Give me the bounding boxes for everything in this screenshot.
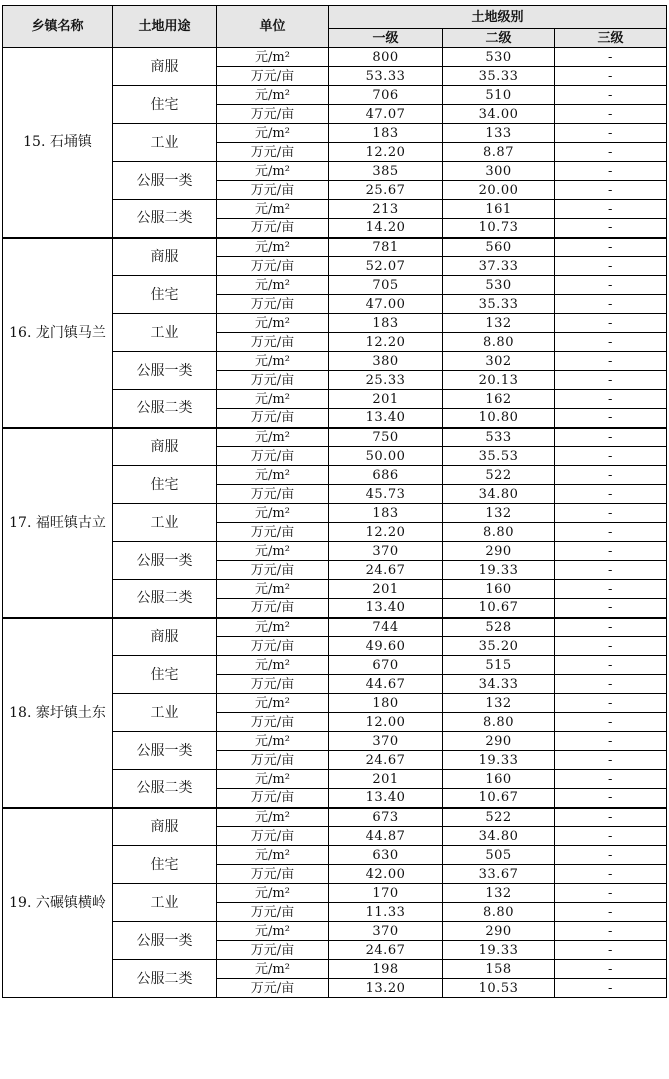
grade-1-value: 380 — [329, 352, 443, 371]
grade-1-value: 12.20 — [329, 523, 443, 542]
grade-1-value: 744 — [329, 618, 443, 637]
grade-2-value: 132 — [443, 314, 555, 333]
unit-cell: 万元/亩 — [217, 143, 329, 162]
grade-2-value: 132 — [443, 694, 555, 713]
grade-2-value: 10.67 — [443, 599, 555, 618]
grade-3-value: - — [555, 409, 667, 428]
table-body — [3, 48, 667, 998]
land-use: 工业 — [113, 504, 217, 542]
grade-3-value: - — [555, 675, 667, 694]
grade-2-value: 35.53 — [443, 447, 555, 466]
unit-cell: 元/m² — [217, 48, 329, 67]
grade-2-value: 510 — [443, 86, 555, 105]
land-use: 公服二类 — [113, 580, 217, 618]
grade-1-value: 42.00 — [329, 865, 443, 884]
grade-2-value: 560 — [443, 238, 555, 257]
grade-2-value: 35.33 — [443, 67, 555, 86]
grade-2-value: 528 — [443, 618, 555, 637]
grade-1-value: 53.33 — [329, 67, 443, 86]
unit-cell: 元/m² — [217, 542, 329, 561]
grade-1-value: 24.67 — [329, 941, 443, 960]
unit-cell: 元/m² — [217, 770, 329, 789]
grade-3-value: - — [555, 181, 667, 200]
grade-1-value: 705 — [329, 276, 443, 295]
grade-3-value: - — [555, 903, 667, 922]
town-name: 16. 龙门镇马兰 — [3, 238, 113, 428]
grade-2-value: 19.33 — [443, 561, 555, 580]
grade-3-value: - — [555, 162, 667, 181]
grade-3-value: - — [555, 124, 667, 143]
grade-3-value: - — [555, 542, 667, 561]
grade-3-value: - — [555, 694, 667, 713]
land-use: 商服 — [113, 238, 217, 276]
grade-3-value: - — [555, 48, 667, 67]
header-grade-2: 二级 — [443, 29, 555, 48]
grade-3-value: - — [555, 523, 667, 542]
unit-cell: 万元/亩 — [217, 713, 329, 732]
unit-cell: 万元/亩 — [217, 675, 329, 694]
grade-1-value: 180 — [329, 694, 443, 713]
grade-1-value: 25.67 — [329, 181, 443, 200]
grade-1-value: 50.00 — [329, 447, 443, 466]
grade-3-value: - — [555, 352, 667, 371]
unit-cell: 万元/亩 — [217, 599, 329, 618]
header-unit: 单位 — [217, 6, 329, 48]
grade-1-value: 213 — [329, 200, 443, 219]
grade-1-value: 170 — [329, 884, 443, 903]
grade-3-value: - — [555, 979, 667, 998]
grade-3-value: - — [555, 960, 667, 979]
grade-1-value: 370 — [329, 922, 443, 941]
grade-2-value: 533 — [443, 428, 555, 447]
land-use: 公服一类 — [113, 542, 217, 580]
grade-3-value: - — [555, 618, 667, 637]
grade-1-value: 385 — [329, 162, 443, 181]
land-price-table-container — [2, 5, 667, 998]
grade-3-value: - — [555, 922, 667, 941]
grade-1-value: 198 — [329, 960, 443, 979]
land-use: 公服一类 — [113, 162, 217, 200]
grade-2-value: 302 — [443, 352, 555, 371]
grade-1-value: 781 — [329, 238, 443, 257]
land-use: 工业 — [113, 314, 217, 352]
grade-3-value: - — [555, 447, 667, 466]
grade-2-value: 290 — [443, 732, 555, 751]
unit-cell: 元/m² — [217, 276, 329, 295]
grade-3-value: - — [555, 846, 667, 865]
grade-2-value: 8.87 — [443, 143, 555, 162]
grade-2-value: 290 — [443, 542, 555, 561]
grade-2-value: 530 — [443, 276, 555, 295]
grade-1-value: 13.20 — [329, 979, 443, 998]
unit-cell: 元/m² — [217, 238, 329, 257]
grade-1-value: 750 — [329, 428, 443, 447]
grade-1-value: 670 — [329, 656, 443, 675]
grade-2-value: 8.80 — [443, 713, 555, 732]
unit-cell: 元/m² — [217, 884, 329, 903]
unit-cell: 万元/亩 — [217, 447, 329, 466]
grade-1-value: 25.33 — [329, 371, 443, 390]
grade-2-value: 132 — [443, 884, 555, 903]
grade-2-value: 8.80 — [443, 903, 555, 922]
unit-cell: 万元/亩 — [217, 371, 329, 390]
unit-cell: 元/m² — [217, 162, 329, 181]
grade-3-value: - — [555, 637, 667, 656]
grade-3-value: - — [555, 143, 667, 162]
grade-3-value: - — [555, 561, 667, 580]
grade-2-value: 35.33 — [443, 295, 555, 314]
grade-3-value: - — [555, 827, 667, 846]
grade-3-value: - — [555, 751, 667, 770]
land-use: 公服二类 — [113, 200, 217, 238]
grade-2-value: 132 — [443, 504, 555, 523]
land-use: 公服一类 — [113, 922, 217, 960]
grade-1-value: 14.20 — [329, 219, 443, 238]
grade-3-value: - — [555, 276, 667, 295]
unit-cell: 元/m² — [217, 86, 329, 105]
grade-2-value: 20.13 — [443, 371, 555, 390]
unit-cell: 万元/亩 — [217, 219, 329, 238]
unit-cell: 万元/亩 — [217, 827, 329, 846]
grade-1-value: 49.60 — [329, 637, 443, 656]
grade-2-value: 8.80 — [443, 523, 555, 542]
unit-cell: 万元/亩 — [217, 789, 329, 808]
unit-cell: 元/m² — [217, 428, 329, 447]
header-grade-1: 一级 — [329, 29, 443, 48]
grade-1-value: 183 — [329, 504, 443, 523]
grade-3-value: - — [555, 257, 667, 276]
grade-1-value: 183 — [329, 124, 443, 143]
grade-3-value: - — [555, 200, 667, 219]
grade-3-value: - — [555, 67, 667, 86]
table-row — [3, 48, 667, 67]
town-name: 19. 六碾镇横岭 — [3, 808, 113, 998]
grade-3-value: - — [555, 485, 667, 504]
grade-2-value: 530 — [443, 48, 555, 67]
grade-1-value: 673 — [329, 808, 443, 827]
table-row — [3, 618, 667, 637]
grade-1-value: 800 — [329, 48, 443, 67]
grade-3-value: - — [555, 789, 667, 808]
town-name: 15. 石埇镇 — [3, 48, 113, 238]
grade-3-value: - — [555, 314, 667, 333]
unit-cell: 元/m² — [217, 846, 329, 865]
grade-3-value: - — [555, 371, 667, 390]
land-use: 住宅 — [113, 276, 217, 314]
grade-2-value: 161 — [443, 200, 555, 219]
unit-cell: 元/m² — [217, 656, 329, 675]
grade-2-value: 160 — [443, 580, 555, 599]
unit-cell: 万元/亩 — [217, 409, 329, 428]
unit-cell: 元/m² — [217, 732, 329, 751]
grade-1-value: 686 — [329, 466, 443, 485]
grade-3-value: - — [555, 105, 667, 124]
grade-3-value: - — [555, 238, 667, 257]
grade-2-value: 10.53 — [443, 979, 555, 998]
grade-2-value: 10.73 — [443, 219, 555, 238]
unit-cell: 元/m² — [217, 694, 329, 713]
grade-2-value: 37.33 — [443, 257, 555, 276]
unit-cell: 万元/亩 — [217, 523, 329, 542]
grade-2-value: 34.80 — [443, 827, 555, 846]
unit-cell: 元/m² — [217, 808, 329, 827]
unit-cell: 元/m² — [217, 504, 329, 523]
grade-2-value: 34.00 — [443, 105, 555, 124]
unit-cell: 元/m² — [217, 314, 329, 333]
header-town: 乡镇名称 — [3, 6, 113, 48]
grade-2-value: 35.20 — [443, 637, 555, 656]
grade-3-value: - — [555, 504, 667, 523]
grade-1-value: 24.67 — [329, 751, 443, 770]
grade-3-value: - — [555, 713, 667, 732]
grade-2-value: 34.33 — [443, 675, 555, 694]
unit-cell: 万元/亩 — [217, 561, 329, 580]
header-land-use: 土地用途 — [113, 6, 217, 48]
unit-cell: 万元/亩 — [217, 865, 329, 884]
grade-2-value: 162 — [443, 390, 555, 409]
unit-cell: 万元/亩 — [217, 333, 329, 352]
land-use: 住宅 — [113, 466, 217, 504]
land-use: 住宅 — [113, 656, 217, 694]
unit-cell: 元/m² — [217, 618, 329, 637]
unit-cell: 元/m² — [217, 200, 329, 219]
land-use: 商服 — [113, 808, 217, 846]
grade-2-value: 290 — [443, 922, 555, 941]
land-use: 工业 — [113, 124, 217, 162]
grade-2-value: 300 — [443, 162, 555, 181]
unit-cell: 元/m² — [217, 352, 329, 371]
grade-1-value: 13.40 — [329, 789, 443, 808]
header-grade-3: 三级 — [555, 29, 667, 48]
grade-3-value: - — [555, 580, 667, 599]
table-row — [3, 808, 667, 827]
land-use: 公服二类 — [113, 960, 217, 998]
grade-1-value: 183 — [329, 314, 443, 333]
land-price-table — [2, 5, 667, 998]
grade-2-value: 8.80 — [443, 333, 555, 352]
grade-2-value: 158 — [443, 960, 555, 979]
grade-1-value: 201 — [329, 580, 443, 599]
grade-1-value: 706 — [329, 86, 443, 105]
grade-1-value: 52.07 — [329, 257, 443, 276]
grade-1-value: 13.40 — [329, 409, 443, 428]
header-row — [3, 6, 667, 29]
grade-1-value: 370 — [329, 732, 443, 751]
grade-3-value: - — [555, 219, 667, 238]
header-land-grade: 土地级别 — [329, 6, 667, 29]
unit-cell: 元/m² — [217, 922, 329, 941]
unit-cell: 万元/亩 — [217, 903, 329, 922]
grade-2-value: 34.80 — [443, 485, 555, 504]
unit-cell: 元/m² — [217, 960, 329, 979]
grade-1-value: 370 — [329, 542, 443, 561]
land-use: 商服 — [113, 48, 217, 86]
grade-1-value: 12.00 — [329, 713, 443, 732]
grade-1-value: 201 — [329, 390, 443, 409]
unit-cell: 万元/亩 — [217, 67, 329, 86]
town-name: 17. 福旺镇古立 — [3, 428, 113, 618]
grade-1-value: 12.20 — [329, 333, 443, 352]
land-use: 住宅 — [113, 846, 217, 884]
grade-3-value: - — [555, 295, 667, 314]
town-name: 18. 寨圩镇土东 — [3, 618, 113, 808]
grade-2-value: 522 — [443, 808, 555, 827]
grade-2-value: 10.80 — [443, 409, 555, 428]
grade-1-value: 44.67 — [329, 675, 443, 694]
unit-cell: 万元/亩 — [217, 751, 329, 770]
grade-1-value: 201 — [329, 770, 443, 789]
grade-2-value: 133 — [443, 124, 555, 143]
unit-cell: 元/m² — [217, 390, 329, 409]
grade-2-value: 10.67 — [443, 789, 555, 808]
land-use: 公服二类 — [113, 770, 217, 808]
grade-2-value: 505 — [443, 846, 555, 865]
grade-2-value: 19.33 — [443, 751, 555, 770]
grade-1-value: 630 — [329, 846, 443, 865]
grade-1-value: 24.67 — [329, 561, 443, 580]
land-use: 工业 — [113, 884, 217, 922]
land-use: 公服一类 — [113, 352, 217, 390]
table-row — [3, 238, 667, 257]
grade-3-value: - — [555, 466, 667, 485]
table-row — [3, 428, 667, 447]
grade-2-value: 33.67 — [443, 865, 555, 884]
unit-cell: 元/m² — [217, 580, 329, 599]
land-use: 工业 — [113, 694, 217, 732]
grade-1-value: 11.33 — [329, 903, 443, 922]
grade-1-value: 47.00 — [329, 295, 443, 314]
grade-3-value: - — [555, 599, 667, 618]
grade-1-value: 47.07 — [329, 105, 443, 124]
unit-cell: 万元/亩 — [217, 485, 329, 504]
grade-3-value: - — [555, 390, 667, 409]
unit-cell: 万元/亩 — [217, 941, 329, 960]
grade-3-value: - — [555, 808, 667, 827]
grade-1-value: 45.73 — [329, 485, 443, 504]
grade-1-value: 13.40 — [329, 599, 443, 618]
land-use: 公服一类 — [113, 732, 217, 770]
unit-cell: 元/m² — [217, 466, 329, 485]
grade-3-value: - — [555, 865, 667, 884]
unit-cell: 万元/亩 — [217, 637, 329, 656]
grade-3-value: - — [555, 941, 667, 960]
grade-1-value: 44.87 — [329, 827, 443, 846]
unit-cell: 万元/亩 — [217, 105, 329, 124]
grade-1-value: 12.20 — [329, 143, 443, 162]
grade-2-value: 522 — [443, 466, 555, 485]
grade-2-value: 160 — [443, 770, 555, 789]
grade-2-value: 20.00 — [443, 181, 555, 200]
grade-3-value: - — [555, 884, 667, 903]
unit-cell: 万元/亩 — [217, 979, 329, 998]
land-use: 商服 — [113, 618, 217, 656]
grade-3-value: - — [555, 656, 667, 675]
grade-2-value: 19.33 — [443, 941, 555, 960]
land-use: 公服二类 — [113, 390, 217, 428]
unit-cell: 万元/亩 — [217, 257, 329, 276]
grade-3-value: - — [555, 770, 667, 789]
land-use: 住宅 — [113, 86, 217, 124]
unit-cell: 万元/亩 — [217, 181, 329, 200]
grade-3-value: - — [555, 86, 667, 105]
grade-3-value: - — [555, 732, 667, 751]
unit-cell: 万元/亩 — [217, 295, 329, 314]
grade-3-value: - — [555, 333, 667, 352]
land-use: 商服 — [113, 428, 217, 466]
grade-3-value: - — [555, 428, 667, 447]
grade-2-value: 515 — [443, 656, 555, 675]
unit-cell: 元/m² — [217, 124, 329, 143]
